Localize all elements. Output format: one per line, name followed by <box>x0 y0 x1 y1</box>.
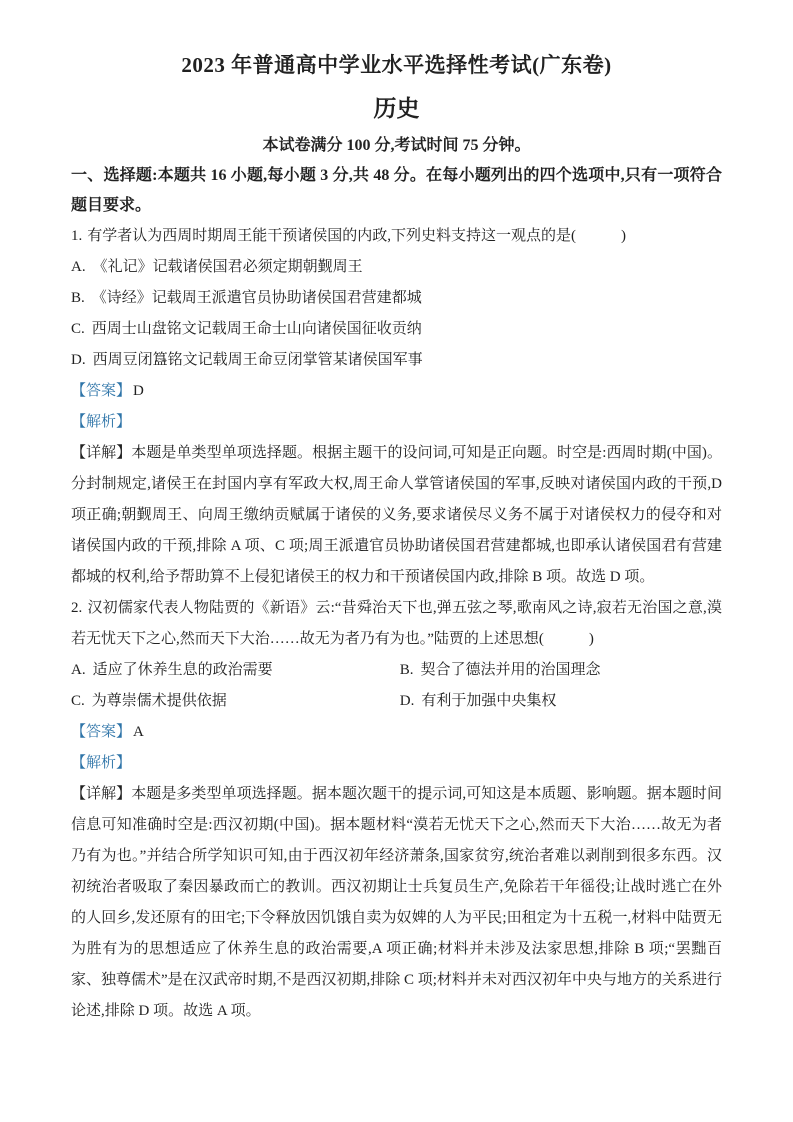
subject-title: 历史 <box>373 96 420 121</box>
option-text: 为尊崇儒术提供依据 <box>91 693 227 709</box>
answer-line <box>71 717 722 748</box>
answer-label: 【答案】 <box>71 724 132 740</box>
question-number: 1. <box>71 228 83 244</box>
option-d <box>400 686 722 717</box>
option-c <box>71 314 722 345</box>
answer-value: D <box>133 383 144 399</box>
question-stem <box>71 221 722 252</box>
option-letter: A. <box>71 662 86 678</box>
option-text: 适应了休养生息的政治需要 <box>92 662 273 678</box>
option-d <box>71 345 722 376</box>
option-letter: A. <box>71 259 86 275</box>
option-text: 契合了德法并用的治国理念 <box>420 662 601 678</box>
question-stem <box>71 593 722 655</box>
answer-line <box>71 376 722 407</box>
option-letter: B. <box>71 290 85 306</box>
option-a <box>71 655 400 686</box>
detail-paragraph <box>71 438 722 593</box>
analysis-label: 【解析】 <box>71 755 132 771</box>
question-number: 2. <box>71 600 83 616</box>
option-b <box>71 283 722 314</box>
option-text: 《诗经》记载周王派遣官员协助诸侯国君营建都城 <box>91 290 422 306</box>
answer-label: 【答案】 <box>71 383 132 399</box>
option-letter: D. <box>399 693 415 709</box>
analysis-line <box>71 748 722 779</box>
question-stem-text: 有学者认为西周时期周王能干预诸侯国的内政,下列史料支持这一观点的是( ) <box>87 228 626 244</box>
question-stem-text: 汉初儒家代表人物陆贾的《新语》云:“昔舜治天下也,弹五弦之琴,歌南风之诗,寂若无治国之意,漠若无忧天下之心,然而天下大治……故无为者乃有为也。”陆贾的上述思想( ) <box>71 600 722 647</box>
option-text: 西周豆闭簋铭文记载周王命豆闭掌管某诸侯国军事 <box>92 352 423 368</box>
detail-text: 本题是多类型单项选择题。据本题次题干的提示词,可知这是本质题、影响题。据本题时间信息可知准确时空是:西汉初期(中国)。据本题材料“漠若无忧天下之心,然而天下大治……故无为者乃有为也。”并结合所学知识可知,由于西汉初年经济萧条,国家贫穷,统治者难以剥削到很多东西。汉初统治者吸取了秦因暴政而亡的教训。西汉初期让士兵复员生产,免除若干年徭役;让战时逃亡在外的人回乡,发还原有的田宅;下令释放因饥饿自卖为奴婢的人为平民;田租定为十五税一,材料中陆贾无为胜有为的思想适应了休养生息的政治需要,A 项正确;材料并未涉及法家思想,排除 B 项;“罢黜百家、独尊儒术”是在汉武帝时期,不是西汉初期,排除 C 项;材料并未对西汉初年中央与地方的关系进行论述,排除 D 项。故选 A 项。 <box>71 786 722 1019</box>
option-text: 西周士山盘铭文记载周王命士山向诸侯国征收贡纳 <box>91 321 422 337</box>
detail-label: 【详解】 <box>71 445 132 461</box>
answer-value: A <box>133 724 144 740</box>
detail-paragraph <box>71 779 722 1027</box>
detail-label: 【详解】 <box>71 786 132 802</box>
option-letter: B. <box>399 662 414 678</box>
section-heading: 一、选择题:本题共 16 小题,每小题 3 分,共 48 分。在每小题列出的四个选项中,只有一项符合题目要求。 <box>71 167 722 214</box>
option-letter: D. <box>71 352 86 368</box>
option-b <box>400 655 722 686</box>
option-text: 《礼记》记载诸侯国君必须定期朝觐周王 <box>92 259 363 275</box>
question-1 <box>71 221 722 593</box>
document-title: 2023 年普通高中学业水平选择性考试(广东卷) <box>181 53 612 77</box>
question-2 <box>71 593 722 1027</box>
options-grid <box>71 655 722 717</box>
detail-text: 本题是单类型单项选择题。根据主题干的设问词,可知是正向题。时空是:西周时期(中国)。分封制规定,诸侯王在封国内享有军政大权,周王命人掌管诸侯国的军事,反映对诸侯国内政的干预,D 项正确;朝觐周王、向周王缴纳贡赋属于诸侯的义务,要求诸侯尽义务不属于对诸侯权力的侵夺和对诸侯国内政的干预,排除 A 项、C 项;周王派遣官员协助诸侯国君营建都城,也即承认诸侯国君有营建都城的权利,给予帮助算不上侵犯诸侯王的权力和干预诸侯国内政,排除 B 项。故选 D 项。 <box>71 445 722 585</box>
analysis-label: 【解析】 <box>71 414 132 430</box>
options-list <box>71 252 722 376</box>
exam-info: 本试卷满分 100 分,考试时间 75 分钟。 <box>262 137 531 154</box>
option-letter: C. <box>71 693 85 709</box>
option-letter: C. <box>71 321 85 337</box>
option-c <box>71 686 400 717</box>
option-a <box>71 252 722 283</box>
analysis-line <box>71 407 722 438</box>
option-text: 有利于加强中央集权 <box>421 693 557 709</box>
